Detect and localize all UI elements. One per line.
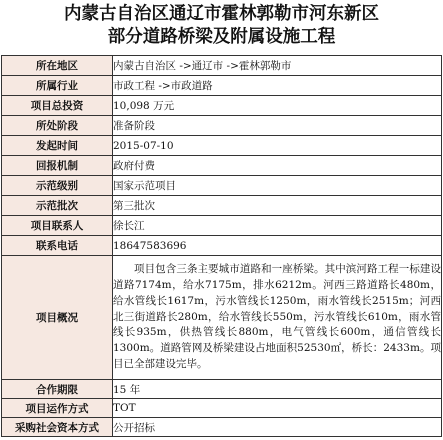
- row-label: 项目概况: [2, 256, 113, 380]
- table-row: [2, 56, 442, 76]
- row-value: 第三批次: [113, 196, 442, 216]
- row-label: 项目总投资: [2, 96, 113, 116]
- title-line-2: 部分道路桥梁及附属设施工程: [107, 27, 336, 47]
- row-value: 18647583696: [113, 236, 442, 256]
- row-label: 联系电话: [2, 236, 113, 256]
- row-label: 发起时间: [2, 136, 113, 156]
- project-info-table: [1, 55, 442, 437]
- table-row: [2, 196, 442, 216]
- row-label: 所属行业: [2, 76, 113, 96]
- row-value: 准备阶段: [113, 116, 442, 136]
- row-label: 所在地区: [2, 56, 113, 76]
- row-value: 15 年: [113, 380, 442, 399]
- row-value: 国家示范项目: [113, 176, 442, 196]
- row-value: 10,098 万元: [113, 96, 442, 116]
- table-row: [2, 418, 442, 437]
- overview-text: 项目包含三条主要城市道路和一座桥梁。其中滨河路工程一标建设道路7174m，给水7175m，排水6212m。河西三路道路长480m，给水管线长1617m，污水管线长1250m，雨水管线长2515m；河西北三街道路长280m，给水管线长550m，污水管线长610m，雨水管线长935m，供热管线长880m，电气管线长600m，通信管线长1300m。道路管网及桥梁建设占地面积52530㎡，桥长：2433m。项目已全部建设完毕。: [113, 263, 441, 370]
- page-title: [0, 0, 443, 53]
- table-row: [2, 236, 442, 256]
- row-label: 项目运作方式: [2, 399, 113, 418]
- row-label: 合作期限: [2, 380, 113, 399]
- table-row: [2, 176, 442, 196]
- row-label: 所处阶段: [2, 116, 113, 136]
- row-label: 采购社会资本方式: [2, 418, 113, 437]
- title-line-1: 内蒙古自治区通辽市霍林郭勒市河东新区: [64, 4, 379, 24]
- row-value: 公开招标: [113, 418, 442, 437]
- row-value: 市政工程 ->市政道路: [113, 76, 442, 96]
- row-label: 示范批次: [2, 196, 113, 216]
- table-row: [2, 399, 442, 418]
- table-row: [2, 380, 442, 399]
- row-label: 示范级别: [2, 176, 113, 196]
- row-value: 2015-07-10: [113, 136, 442, 156]
- table-row: [2, 216, 442, 236]
- table-row: [2, 136, 442, 156]
- row-value: 内蒙古自治区 ->通辽市 ->霍林郭勒市: [113, 56, 442, 76]
- row-value: [113, 256, 442, 380]
- table-row: [2, 156, 442, 176]
- row-value: TOT: [113, 399, 442, 418]
- row-label: 项目联系人: [2, 216, 113, 236]
- row-label: 回报机制: [2, 156, 113, 176]
- row-value: 徐长江: [113, 216, 442, 236]
- table-row: [2, 76, 442, 96]
- row-value: 政府付费: [113, 156, 442, 176]
- table-row: [2, 96, 442, 116]
- table-row: [2, 116, 442, 136]
- table-row: [2, 256, 442, 380]
